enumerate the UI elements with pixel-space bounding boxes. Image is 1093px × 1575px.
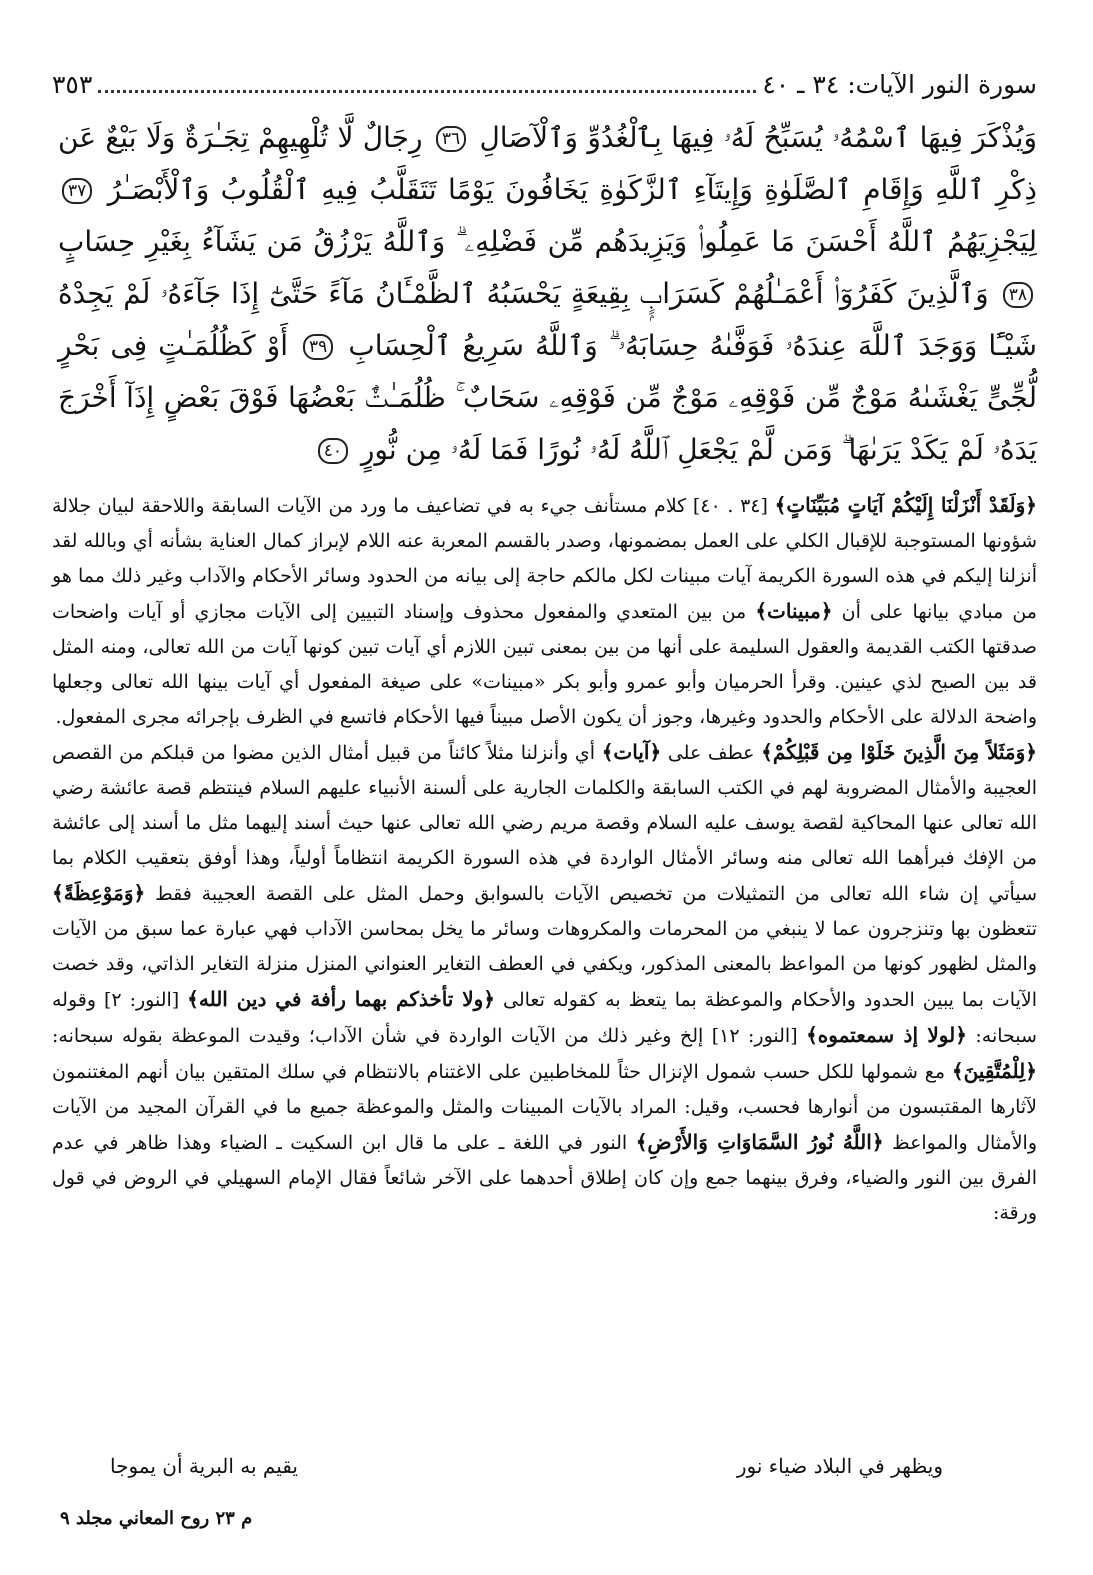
poem-hemistich-first: ويظهر في البلاد ضياء نور bbox=[736, 1454, 943, 1478]
verse-text: وَٱلَّذِينَ كَفَرُوٓا۟ أَعْمَـٰلُهُمْ كَسَرَابٍۭ بِقِيعَةٍ يَحْسَبُهُ ٱلظَّمْـَٔانُ مَآءً حَتَّىٰٓ إِذَا جَآءَهُۥ لَمْ يَجِدْهُ شَيْـًٔا وَوَجَدَ ٱللَّهَ عِندَهُۥ فَوَفَّىٰهُ حِسَابَهُۥ ۗ وَٱللَّهُ سَرِيعُ ٱلْحِسَابِ bbox=[58, 277, 1037, 362]
running-header bbox=[52, 62, 1037, 106]
quoted-verse: ﴿وَمَوْعِظَةً﴾ bbox=[52, 881, 146, 905]
verse-number-marker: ٤٠ bbox=[318, 438, 348, 464]
surah-title: سورة النور الآيات: ٣٤ ـ ٤٠ bbox=[762, 69, 1037, 99]
commentary-text: من بين المتعدي والمفعول محذوف وإسناد التبيين إلى الآيات مجازي أو آيات واضحات صدقتها الكتب القديمة والعقول السليمة على أنها من بين بمعنى تبين اللازم أي آيات تبين كونها آيات من الله تعالى، ومنه المثل قد بين الصبح لذي عينين. وقرأ الحرميان وأبو عمرو وأبو بكر «مبينات» على صيغة المفعول أي آيات بينها الله تعالى وجعلها واضحة الدلالة على الأحكام والحدود وغيرها، وجوز أن يكون الأصل مبيناً فيها الأحكام فاتسع في الظرف بإجرائه مجرى المفعول. bbox=[52, 601, 1037, 728]
verse-number-marker: ٣٧ bbox=[62, 178, 92, 204]
volume-signature: م ٢٣ روح المعاني مجلد ٩ bbox=[60, 1508, 253, 1529]
commentary-text: عطف على bbox=[667, 742, 755, 764]
quran-verses bbox=[58, 112, 1037, 476]
quoted-verse: ﴿لِلْمُتَّقِينَ﴾ bbox=[951, 1059, 1037, 1083]
quoted-verse: ﴿اللَّهُ نُورُ السَّمَاوَاتِ وَالأَرْضِ﴾ bbox=[635, 1130, 884, 1154]
commentary-text: [النور: ٢] وقوله سبحانه: bbox=[52, 989, 1037, 1047]
tafsir-commentary bbox=[52, 488, 1037, 1231]
poem-verse bbox=[110, 1454, 943, 1488]
commentary-paragraph bbox=[52, 488, 1037, 735]
quoted-verse: ﴿آيات﴾ bbox=[601, 740, 662, 764]
commentary-text: [٣٤ . ٤٠] كلام مستأنف جيء به في تضاعيف ما ورد من الآيات السابقة واللاحقة لبيان جلالة شؤونها المستوجبة للإقبال الكلي على العمل بمضمونها، وصدر بالقسم المعربة عنه اللام لإبراز كمال العناية بشأنه أي وبالله لقد أنزلنا إليكم في هذه السورة الكريمة آيات مبينات لكل مالكم حاجة إلى بيانه من الحدود وسائر الأحكام والآداب وغير ذلك مما هو من مبادي بيانها على أن bbox=[52, 495, 1037, 623]
commentary-text: النور في اللغة ـ على ما قال ابن السكيت ـ الضياء وهذا ظاهر في عدم الفرق بين النور والضياء، وفرق بينهما جمع وإن كان إطلاق أحدهما على الآخر شائعاً فقال الإمام السهيلي في الروض في قول ورقة: bbox=[52, 1132, 1037, 1224]
page-number: ٣٥٣ bbox=[52, 69, 93, 99]
poem-hemistich-second: يقيم به البرية أن يموجا bbox=[110, 1454, 298, 1478]
commentary-text: أي وأنزلنا مثلاً كائناً من قبيل أمثال الذين مضوا من قبلكم من القصص العجيبة والأمثال المضروبة لهم في الكتب السابقة والكلمات الجارية على ألسنة الأنبياء عليهم السلام فينتظم قصة عائشة رضي الله تعالى عنها المحاكية لقصة يوسف عليه السلام وقصة مريم رضي الله تعالى عنها حيث أسند إليهما مثل ما أسند إلى عائشة من الإفك فبرأهما الله تعالى منه وسائر الأمثال الواردة في هذه السورة الكريمة انتظاماً أولياً، وهذا أوفق بتعقيب الكلام بما سيأتي إن شاء الله تعالى من التمثيلات من تخصيص الآيات بالسوابق وحمل المثل على القصة العجيبة فقط bbox=[52, 742, 1037, 905]
quoted-verse: ﴿مبينات﴾ bbox=[755, 599, 833, 623]
commentary-paragraph bbox=[52, 735, 1037, 1231]
verse-number-marker: ٣٩ bbox=[303, 334, 333, 360]
quoted-verse: ﴿وَمَثَلاً مِنَ الَّذِينَ خَلَوْا مِن قَبْلِكُمْ﴾ bbox=[761, 740, 1037, 764]
commentary-text: تتعظون بها وتنزجرون عما لا ينبغي من المحرمات والمكروهات وسائر ما يخل بمحاسن الآداب فهي عبارة عما سبق من الآيات والمثل لظهور كونها من المواعظ بالمعنى المذكور، ويكفي في العطف التغاير العنواني المنزل منزلة التغاير الذاتي، وقد خصت الآيات بما يبين الحدود والأحكام والموعظة بما يتعظ به كقوله تعالى bbox=[52, 918, 1037, 1011]
verse-text: لِيَجْزِيَهُمُ ٱللَّهُ أَحْسَنَ مَا عَمِلُوا۟ وَيَزِيدَهُم مِّن فَضْلِهِۦ ۗ وَٱللَّهُ يَرْزُقُ مَن يَشَآءُ بِغَيْرِ حِسَابٍ bbox=[58, 225, 1037, 258]
leader-dots bbox=[98, 76, 756, 93]
verse-text: وَيُذْكَرَ فِيهَا ٱسْمُهُۥ يُسَبِّحُ لَهُۥ فِيهَا بِٱلْغُدُوِّ وَٱلْآصَالِ bbox=[479, 121, 1038, 154]
commentary-text: مع شمولها للكل حسب شمول الإنزال حثاً للمخاطبين على الاغتنام بالانتظام في سلك المتقين بيان أنهم المغتنمون لآثارها المقتبسون من أنوارها فحسب، وقيل: المراد بالآيات المبينات والمثل والموعظة جميع ما في القرآن المجيد من الآيات والأمثال والمواعظ bbox=[52, 1061, 1038, 1154]
quoted-verse: ﴿وَلَقَدْ أَنْزَلْنَا إِلَيْكُمْ آيَاتٍ مُبَيِّنَاتٍ﴾ bbox=[774, 493, 1037, 517]
commentary-text: [النور: ١٢] إلخ وغير ذلك من الآيات الواردة في شأن الآداب؛ وقيدت الموعظة بقوله سبحانه: bbox=[52, 1025, 798, 1047]
quoted-verse: ﴿لولا إذ سمعتموه﴾ bbox=[806, 1023, 967, 1047]
verse-text: رِجَالٌ لَّا تُلْهِيهِمْ تِجَـٰرَةٌ وَلَا بَيْعٌ عَن ذِكْرِ ٱللَّهِ وَإِقَامِ ٱلصَّلَوٰةِ وَإِيتَآءِ ٱلزَّكَوٰةِ يَخَافُونَ يَوْمًا تَتَقَلَّبُ فِيهِ ٱلْقُلُوبُ وَٱلْأَبْصَـٰرُ bbox=[58, 121, 1037, 206]
verse-text: أَوْ كَظُلُمَـٰتٍ فِى بَحْرٍ لُّجِّىٍّ يَغْشَىٰهُ مَوْجٌ مِّن فَوْقِهِۦ مَوْجٌ مِّن فَوْقِهِۦ سَحَابٌ ۚ ظُلُمَـٰتٌۢ بَعْضُهَا فَوْقَ بَعْضٍ إِذَآ أَخْرَجَ يَدَهُۥ لَمْ يَكَدْ يَرَىٰهَا ۗ وَمَن لَّمْ يَجْعَلِ ٱللَّهُ لَهُۥ نُورًا فَمَا لَهُۥ مِن نُّورٍ bbox=[58, 329, 1037, 466]
verse-number-marker: ٣٨ bbox=[1003, 282, 1033, 308]
verse-number-marker: ٣٦ bbox=[436, 126, 466, 152]
quoted-verse: ﴿ولا تأخذكم بهما رأفة في دين الله﴾ bbox=[187, 987, 496, 1011]
